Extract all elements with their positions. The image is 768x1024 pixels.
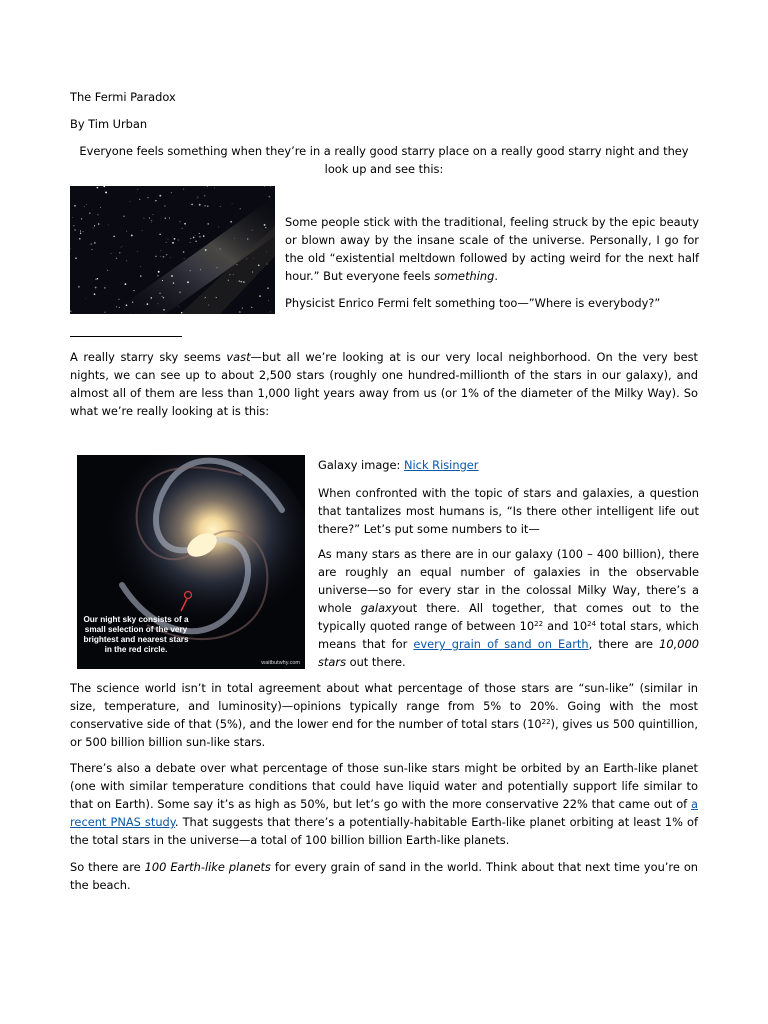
star-dot <box>104 287 105 288</box>
star-dot <box>72 217 73 218</box>
star-dot <box>97 278 98 279</box>
star-dot <box>197 198 198 199</box>
text-run: —but all we’re looking at is our very local neighborhood. On the very best nights, we can see up to about 2,500 stars (roughly one hundred-millionth of the stars in our galaxy), and almost all of them are less than 1,000 light years away from us (or 1% of the diameter of the Milky Way). So what we’re really looking at is this: <box>70 350 698 418</box>
star-dot <box>195 235 196 236</box>
star-dot <box>190 238 191 239</box>
emphasis-100-planets: 100 Earth-like planets <box>144 860 271 874</box>
star-dot <box>184 258 185 259</box>
star-dot <box>199 204 201 206</box>
credit-label: Galaxy image: <box>318 458 404 472</box>
star-dot <box>253 258 254 259</box>
star-dot <box>161 250 162 251</box>
star-dot <box>169 218 170 219</box>
star-dot <box>123 215 125 217</box>
star-dot <box>171 192 172 193</box>
star-dot <box>232 203 233 204</box>
star-dot <box>81 218 82 219</box>
star-dot <box>164 217 166 219</box>
star-dot <box>240 281 242 283</box>
paragraph-sand <box>70 858 698 894</box>
star-dot <box>132 301 133 302</box>
star-dot <box>119 307 120 308</box>
star-dot <box>229 274 230 275</box>
star-dot <box>89 212 91 214</box>
paragraph-science-world <box>70 679 698 751</box>
star-dot <box>204 205 206 207</box>
star-dot <box>91 249 92 250</box>
star-dot <box>197 197 198 198</box>
star-dot <box>205 249 207 251</box>
star-dot <box>168 239 169 240</box>
star-dot <box>208 305 209 306</box>
star-dot <box>150 297 152 299</box>
star-dot <box>183 189 184 190</box>
text-run: . That suggests that there’s a potentially-habitable Earth-like planet orbiting at least 1% of the total stars in the universe—a total of 100 billion billion Earth-like planets. <box>70 815 698 847</box>
galaxy-credit <box>318 456 478 474</box>
star-dot <box>98 223 100 225</box>
star-dot <box>269 196 271 198</box>
star-dot <box>79 238 81 240</box>
star-dot <box>75 257 77 259</box>
star-dot <box>203 235 205 237</box>
star-dot <box>116 258 117 259</box>
star-dot <box>207 206 208 207</box>
star-dot <box>228 280 230 282</box>
star-dot <box>187 281 189 283</box>
star-dot <box>268 300 269 301</box>
star-dot <box>133 290 134 291</box>
star-dot <box>85 298 86 299</box>
star-dot <box>214 188 215 189</box>
text-run: The science world isn’t in total agreement about what percentage of those stars are “sun-like” (similar in size, temperature, and luminosity)—opinions typically range from 5% to 20%. Going with the most conservative side of that (5%), and the lower end for the number of total stars (10 <box>70 681 698 731</box>
text-run: ), gives us 500 quintillion, or 500 billion billion sun-like stars. <box>70 717 698 749</box>
star-dot <box>264 224 266 226</box>
star-dot <box>139 199 141 201</box>
star-dot <box>252 230 253 231</box>
star-dot <box>93 228 94 229</box>
star-dot <box>113 236 115 238</box>
star-dot <box>179 291 181 293</box>
star-dot <box>204 297 205 298</box>
star-dot <box>220 206 221 207</box>
star-dot <box>251 307 252 308</box>
star-dot <box>259 295 261 297</box>
exponent: 22 <box>534 620 544 628</box>
star-dot <box>267 287 269 289</box>
star-dot <box>137 251 138 252</box>
star-dot <box>195 241 196 242</box>
star-dot <box>124 308 125 309</box>
star-dot <box>80 233 81 234</box>
star-dot <box>107 270 108 271</box>
star-dot <box>190 270 191 271</box>
star-dot <box>270 186 271 187</box>
star-dot <box>126 261 127 262</box>
star-dot <box>105 191 107 193</box>
star-dot <box>166 242 167 243</box>
star-dot <box>120 247 121 248</box>
star-dot <box>204 187 205 188</box>
text-run: . <box>494 269 498 283</box>
star-dot <box>86 204 87 205</box>
star-dot <box>78 286 80 288</box>
star-dot <box>149 217 150 218</box>
star-dot <box>122 246 123 247</box>
paragraph-many-stars <box>318 545 699 671</box>
emphasis-galaxy: galaxy <box>360 601 399 615</box>
text-run: out there. All together, that comes out to the typically quoted range of between 10 <box>318 601 699 633</box>
star-dot <box>191 204 193 206</box>
star-dot <box>170 257 171 258</box>
star-dot <box>193 237 195 239</box>
star-dot <box>152 214 153 215</box>
star-dot <box>252 271 253 272</box>
emphasis-something: something <box>434 269 495 283</box>
star-dot <box>74 205 76 207</box>
star-dot <box>240 208 241 209</box>
starry-sky-image <box>70 186 275 314</box>
star-dot <box>126 231 127 232</box>
star-dot <box>207 186 208 187</box>
star-dot <box>207 223 209 225</box>
nick-risinger-link[interactable]: Nick Risinger <box>404 458 479 472</box>
text-run: out there. <box>346 655 406 669</box>
star-dot <box>157 275 159 277</box>
star-dot <box>217 267 218 268</box>
star-dot <box>190 242 191 243</box>
star-dot <box>70 310 71 311</box>
star-dot <box>234 238 235 239</box>
star-dot <box>218 227 219 228</box>
star-dot <box>140 275 141 276</box>
star-dot <box>159 293 160 294</box>
star-dot <box>100 207 101 208</box>
galaxy-image <box>77 455 305 669</box>
star-dot <box>199 233 200 234</box>
star-dot <box>178 240 179 241</box>
star-dot <box>163 309 165 311</box>
star-dot <box>247 238 248 239</box>
exponent: 22 <box>541 718 551 726</box>
star-dot <box>126 304 128 306</box>
star-dot <box>131 234 133 236</box>
star-dot <box>94 242 96 244</box>
pnas-study-link[interactable]: a recent PNAS study <box>70 797 698 829</box>
star-dot <box>143 218 144 219</box>
star-dot <box>158 271 160 273</box>
star-dot <box>171 275 173 277</box>
star-dot <box>173 282 174 283</box>
star-dot <box>90 243 92 245</box>
star-dot <box>94 225 95 226</box>
exponent: 24 <box>587 620 596 628</box>
star-dot <box>147 197 148 198</box>
star-dot <box>160 256 161 257</box>
star-dot <box>119 252 120 253</box>
star-dot <box>130 201 131 202</box>
paragraph-some-people <box>285 213 699 285</box>
star-dot <box>95 287 97 289</box>
text-run: There’s also a debate over what percentage of those sun-like stars might be orbited by an Earth-like planet (one with similar temperature conditions that could have liquid water and potentially support life similar to that on Earth). Some say it’s as high as 50%, but let’s go with the more conservative 22% that came out of <box>70 761 698 811</box>
star-dot <box>158 303 159 304</box>
star-dot <box>220 249 221 250</box>
star-dot <box>155 256 157 258</box>
text-run: total stars, which means that for <box>318 619 699 651</box>
paragraph-confronted: When confronted with the topic of stars and galaxies, a question that tantalizes most humans is, “Is there other intelligent life out there?” Let’s put some numbers to it— <box>318 486 699 536</box>
star-dot <box>110 253 111 254</box>
star-dot <box>163 256 165 258</box>
star-dot <box>84 206 85 207</box>
star-dot <box>137 189 138 190</box>
paragraph-fermi-quote: Physicist Enrico Fermi felt something too—”Where is everybody?” <box>285 296 661 310</box>
star-dot <box>200 269 201 270</box>
star-dot <box>267 263 268 264</box>
emphasis-10000-stars: 10,000 stars <box>318 637 700 669</box>
text-run: , there are <box>588 637 660 651</box>
star-dot <box>94 293 96 295</box>
star-dot <box>270 311 271 312</box>
star-dot <box>162 296 163 297</box>
star-dot <box>258 264 260 266</box>
star-dot <box>233 274 234 275</box>
star-dot <box>166 254 168 256</box>
text-run: and 10 <box>543 619 588 633</box>
star-dot <box>242 308 243 309</box>
star-dot <box>155 200 156 201</box>
star-dot <box>80 230 81 231</box>
text-run: As many stars as there are in our galaxy (100 – 400 billion), there are roughly an equal number of galaxies in the observable universe—so for every star in the colossal Milky Way, there’s a whole <box>318 547 699 615</box>
star-dot <box>104 312 105 313</box>
star-dot <box>216 297 217 298</box>
star-dot <box>172 242 174 244</box>
star-dot <box>108 225 109 226</box>
star-dot <box>73 225 74 226</box>
star-dot <box>97 187 99 189</box>
star-dot <box>178 306 179 307</box>
emphasis-vast: vast <box>226 350 251 364</box>
byline: By Tim Urban <box>70 117 148 131</box>
star-dot <box>140 266 141 267</box>
star-dot <box>182 228 183 229</box>
section-divider <box>70 336 182 337</box>
star-dot <box>239 280 240 281</box>
star-dot <box>181 312 182 313</box>
paragraph-starry-sky <box>70 348 698 420</box>
star-dot <box>118 299 119 300</box>
star-dot <box>159 195 161 197</box>
star-dot <box>265 227 266 228</box>
star-dot <box>162 280 163 281</box>
star-dot <box>239 311 241 313</box>
star-dot <box>147 303 149 305</box>
star-dot <box>142 230 143 231</box>
milky-way-photo-icon <box>70 186 275 314</box>
star-dot <box>230 221 232 223</box>
star-dot <box>95 278 97 280</box>
document-title: The Fermi Paradox <box>70 90 176 104</box>
star-dot <box>236 264 237 265</box>
star-dot <box>151 222 152 223</box>
star-dot <box>125 283 127 285</box>
star-dot <box>184 223 186 225</box>
grain-of-sand-link[interactable]: every grain of sand on Earth <box>413 637 589 651</box>
paragraph-debate <box>70 759 698 849</box>
star-dot <box>199 236 201 238</box>
star-dot <box>183 251 185 253</box>
star-dot <box>159 234 160 235</box>
star-dot <box>116 306 117 307</box>
star-dot <box>83 231 84 232</box>
star-dot <box>174 238 176 240</box>
star-dot <box>243 281 244 282</box>
star-dot <box>266 251 267 252</box>
text-run: So there are <box>70 860 145 874</box>
star-dot <box>97 214 98 215</box>
star-dot <box>180 221 181 222</box>
star-dot <box>151 220 152 221</box>
star-dot <box>164 205 165 206</box>
star-dot <box>163 297 164 298</box>
text-run: A really starry sky seems <box>70 350 227 364</box>
text-run: Some people stick with the traditional, feeling struck by the epic beauty or blown away by the insane scale of the universe. Personally, I go for the old “existential meltdown followed by acting weird for the next half hour.” But everyone feels <box>285 215 699 283</box>
galaxy-caption: Our night sky consists of a small selection of the very brightest and nearest stars in the red circle. <box>83 615 189 654</box>
star-dot <box>74 229 75 230</box>
star-dot <box>204 195 205 196</box>
intro-paragraph: Everyone feels something when they’re in a really good starry place on a really good starry night and they look up and see this: <box>79 144 689 176</box>
star-dot <box>104 190 105 191</box>
star-dot <box>246 258 247 259</box>
image-watermark: waitbutwhy.com <box>261 660 300 666</box>
text-run: for every grain of sand in the world. Think about that next time you’re on the beach. <box>70 860 699 892</box>
